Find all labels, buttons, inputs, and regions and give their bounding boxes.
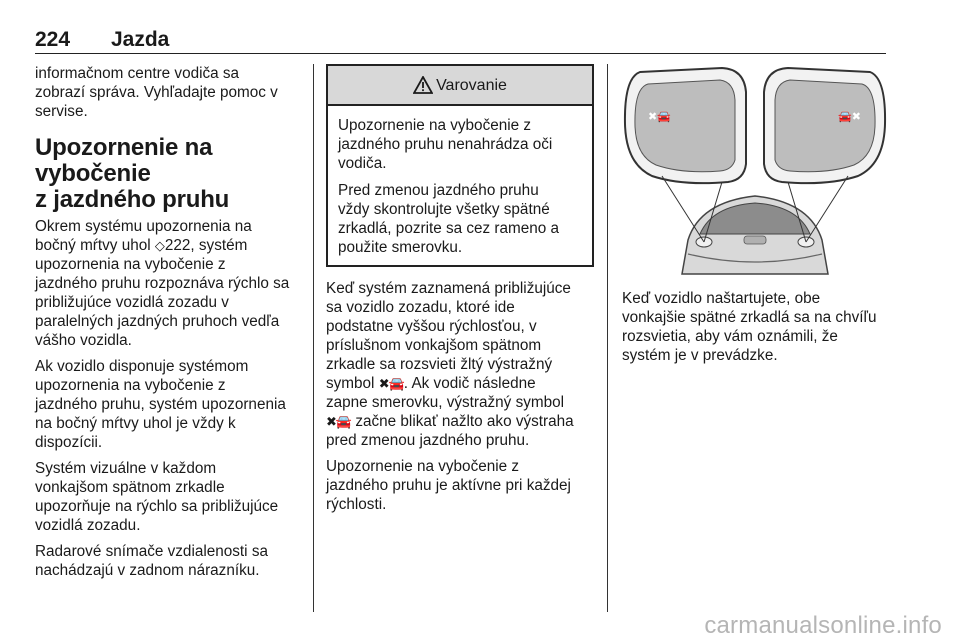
chapter-title: Jazda — [111, 28, 170, 51]
warning-title: Varovanie — [436, 76, 507, 94]
paragraph-1-text-a: Okrem systému upozornenia na bočný mŕtvy uhol — [35, 218, 252, 254]
column-divider-2 — [607, 64, 608, 612]
paragraph-3: Systém vizuálne v každom vonkajšom spätnom zrkadle upozorňuje na rýchlo sa približujúce vozidlá zozadu. — [35, 460, 279, 534]
page-reference-icon: ◇ — [154, 238, 165, 253]
page-reference-link[interactable]: 222, systém — [164, 237, 248, 254]
warning-icon — [413, 76, 433, 94]
warning-body — [328, 106, 592, 265]
column-2-paragraph-2: Upozornenie na vybočenie z jazdného pruhu je aktívne pri každej rýchlosti. — [326, 458, 571, 513]
intro-paragraph: informačnom centre vodiča sa zobrazí správa. Vyhľadajte pomoc v servise. — [35, 65, 278, 120]
page-header — [35, 28, 886, 52]
column-2-text-a: Keď systém zaznamená približujúce sa vozidlo zozadu, ktoré ide podstatne vyššou rýchlosťou, v príslušnom vonkajšom spätnom zrkadle sa rozsvieti žltý výstražný symbol — [326, 280, 571, 392]
section-title: Upozornenie na vybočenie z jazdného pruhu — [35, 134, 230, 213]
paragraph-1 — [35, 217, 301, 350]
warning-paragraph-2: Pred zmenou jazdného pruhu vždy skontrolujte všetky spätné zrkadlá, pozrite sa cez rameno a použite smerovku. — [338, 182, 560, 256]
warning-header — [328, 66, 592, 106]
blind-spot-warning-icon: ✖🚘 — [378, 376, 404, 391]
warning-paragraph-1: Upozornenie na vybočenie z jazdného pruhu nenahrádza oči vodiča. — [338, 117, 553, 172]
paragraph-1-text-b: upozornenia na vybočenie z jazdného pruhu rozpoznáva rýchlo sa približujúce vozidlá zozadu v paralelných jazdných pruhoch vedľa vášho vozidla. — [35, 256, 290, 349]
paragraph-2: Ak vozidlo disponuje systémom upozornenia na vybočenie z jazdného pruhu, systém upozornenia na bočný mŕtvy uhol je vždy k dispozícii. — [35, 358, 286, 451]
left-mirror-warning-icon: ✖🚘 — [648, 110, 671, 123]
column-divider-1 — [313, 64, 314, 612]
column-3-paragraph-1: Keď vozidlo naštartujete, obe vonkajšie spätné zrkadlá sa na chvíľu rozsvietia, aby vám oznámili, že systém je v prevádzke. — [622, 290, 877, 364]
header-rule — [35, 53, 886, 54]
column-2-text-b: . Ak vodič následne zapne smerovku, výstražný symbol — [326, 375, 565, 411]
car-rear-with-mirrors-illustration — [622, 64, 888, 276]
blind-spot-warning-icon-2: ✖🚘 — [326, 414, 352, 429]
column-3 — [622, 64, 888, 372]
column-2-text-c: začne blikať nažlto ako výstraha pred zmenou jazdného pruhu. — [326, 413, 574, 449]
right-mirror-warning-icon: 🚘✖ — [838, 110, 861, 123]
page-number: 224 — [35, 28, 71, 51]
paragraph-4: Radarové snímače vzdialenosti sa nachádzajú v zadnom nárazníku. — [35, 543, 268, 579]
column-1 — [35, 64, 301, 587]
column-2 — [326, 64, 594, 521]
column-2-paragraph-1 — [326, 279, 594, 450]
warning-box — [326, 64, 594, 267]
watermark: carmanualsonline.info — [704, 612, 942, 639]
